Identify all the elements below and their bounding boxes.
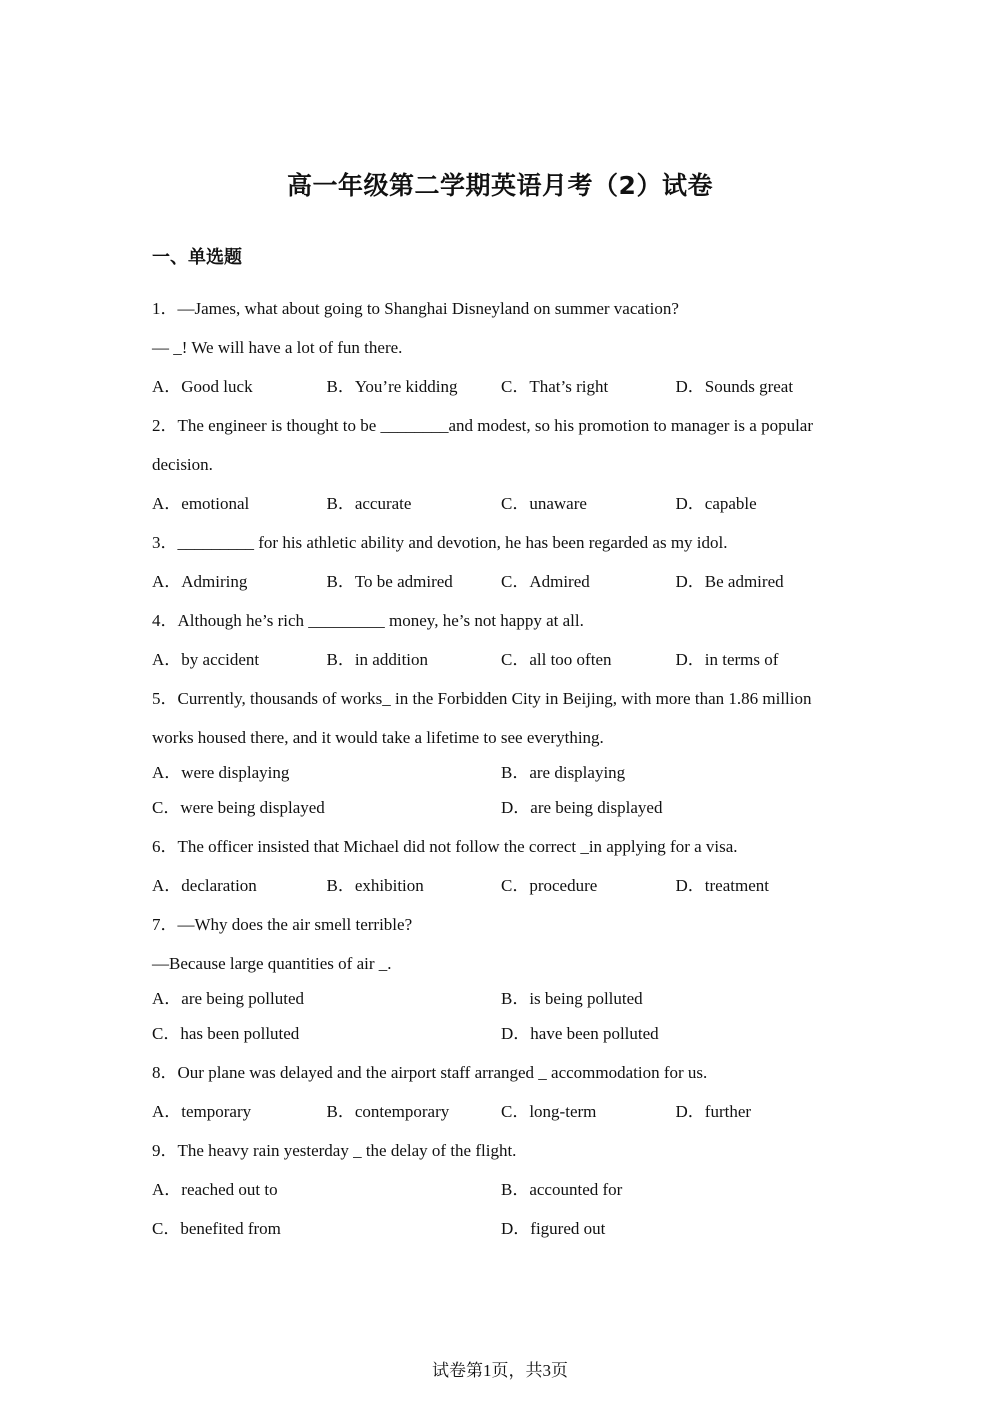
question-8-stem: 8．Our plane was delayed and the airport staff arranged _ accommodation for us. — [152, 1063, 708, 1082]
question-3-option-b[interactable]: B．To be admired — [326, 572, 453, 591]
exam-title: 高一年级第二学期英语月考（2）试卷 — [287, 171, 713, 200]
question-5-option-d[interactable]: D．are being displayed — [501, 798, 663, 817]
question-8-option-b[interactable]: B．contemporary — [326, 1102, 450, 1121]
question-6-stem: 6．The officer insisted that Michael did not follow the correct _in applying for a visa. — [152, 837, 738, 856]
question-5-stem: 5．Currently, thousands of works_ in the Forbidden City in Beijing, with more than 1.86 million works housed there, and it would take a lifetime to see everything. — [152, 689, 812, 747]
question-2-option-d[interactable]: D．capable — [675, 494, 757, 513]
question-9-option-c[interactable]: C．benefited from — [152, 1219, 281, 1238]
question-7-option-b[interactable]: B．is being polluted — [501, 989, 643, 1008]
question-3 — [152, 523, 852, 601]
question-4-option-b[interactable]: B．in addition — [326, 650, 429, 669]
question-6-option-b[interactable]: B．exhibition — [326, 876, 424, 895]
question-7-option-d[interactable]: D．have been polluted — [501, 1024, 659, 1043]
question-8-option-c[interactable]: C．long-term — [501, 1102, 597, 1121]
question-7-options-row-1 — [152, 983, 852, 1014]
question-1-option-a[interactable]: A．Good luck — [152, 377, 253, 396]
question-1 — [152, 289, 852, 406]
question-5-option-a[interactable]: A．were displaying — [152, 763, 290, 782]
question-5-option-c[interactable]: C．were being displayed — [152, 798, 325, 817]
question-4-option-c[interactable]: C．all too often — [501, 650, 612, 669]
question-1-option-c[interactable]: C．That’s right — [501, 377, 609, 396]
question-7-options-row-2 — [152, 1014, 852, 1053]
question-7-option-a[interactable]: A．are being polluted — [152, 989, 305, 1008]
question-1-reply: — _! We will have a lot of fun there. — [152, 338, 403, 357]
question-6-option-d[interactable]: D．treatment — [675, 876, 769, 895]
question-1-options — [152, 367, 852, 406]
question-4-option-d[interactable]: D．in terms of — [675, 650, 779, 669]
question-5-options-row-2 — [152, 788, 852, 827]
question-8-option-a[interactable]: A．temporary — [152, 1102, 252, 1121]
question-1-stem: 1．—James, what about going to Shanghai Disneyland on summer vacation? — [152, 299, 679, 318]
question-9-option-b[interactable]: B．accounted for — [501, 1180, 623, 1199]
question-6-option-a[interactable]: A．declaration — [152, 876, 257, 895]
question-8-options — [152, 1092, 852, 1131]
question-4 — [152, 601, 852, 679]
question-6-options — [152, 866, 852, 905]
question-4-options — [152, 640, 852, 679]
question-2-option-b[interactable]: B．accurate — [326, 494, 412, 513]
question-8 — [152, 1053, 852, 1131]
question-2-stem: 2．The engineer is thought to be ________and modest, so his promotion to manager is a popular decision. — [152, 416, 813, 474]
question-9-options-row-1 — [152, 1170, 852, 1209]
question-2-options — [152, 484, 852, 523]
question-2-option-a[interactable]: A．emotional — [152, 494, 250, 513]
question-5-option-b[interactable]: B．are displaying — [501, 763, 626, 782]
question-9 — [152, 1131, 852, 1248]
question-5 — [152, 679, 852, 827]
question-1-option-b[interactable]: B．You’re kidding — [326, 377, 458, 396]
question-9-options-row-2 — [152, 1209, 852, 1248]
question-9-stem: 9．The heavy rain yesterday _ the delay of the flight. — [152, 1141, 517, 1160]
question-3-option-c[interactable]: C．Admired — [501, 572, 590, 591]
question-2-option-c[interactable]: C．unaware — [501, 494, 587, 513]
question-2 — [152, 406, 852, 523]
question-4-stem: 4．Although he’s rich _________ money, he’s not happy at all. — [152, 611, 584, 630]
question-3-options — [152, 562, 852, 601]
question-8-option-d[interactable]: D．further — [675, 1102, 752, 1121]
question-9-option-a[interactable]: A．reached out to — [152, 1180, 278, 1199]
question-7-stem: 7．—Why does the air smell terrible? — [152, 915, 413, 934]
question-1-option-d[interactable]: D．Sounds great — [675, 377, 794, 396]
question-7-reply: —Because large quantities of air _. — [152, 954, 392, 973]
question-7-option-c[interactable]: C．has been polluted — [152, 1024, 300, 1043]
question-9-option-d[interactable]: D．figured out — [501, 1219, 606, 1238]
question-3-option-a[interactable]: A．Admiring — [152, 572, 248, 591]
question-5-options-row-1 — [152, 757, 852, 788]
question-6-option-c[interactable]: C．procedure — [501, 876, 598, 895]
question-6 — [152, 827, 852, 905]
question-list — [152, 289, 852, 1248]
question-7 — [152, 905, 852, 1053]
page-footer: 试卷第1页，共3页 — [432, 1361, 568, 1380]
question-3-option-d[interactable]: D．Be admired — [675, 572, 784, 591]
question-3-stem: 3．_________ for his athletic ability and devotion, he has been regarded as my idol. — [152, 533, 728, 552]
section-heading: 一、单选题 — [152, 247, 242, 268]
question-4-option-a[interactable]: A．by accident — [152, 650, 260, 669]
